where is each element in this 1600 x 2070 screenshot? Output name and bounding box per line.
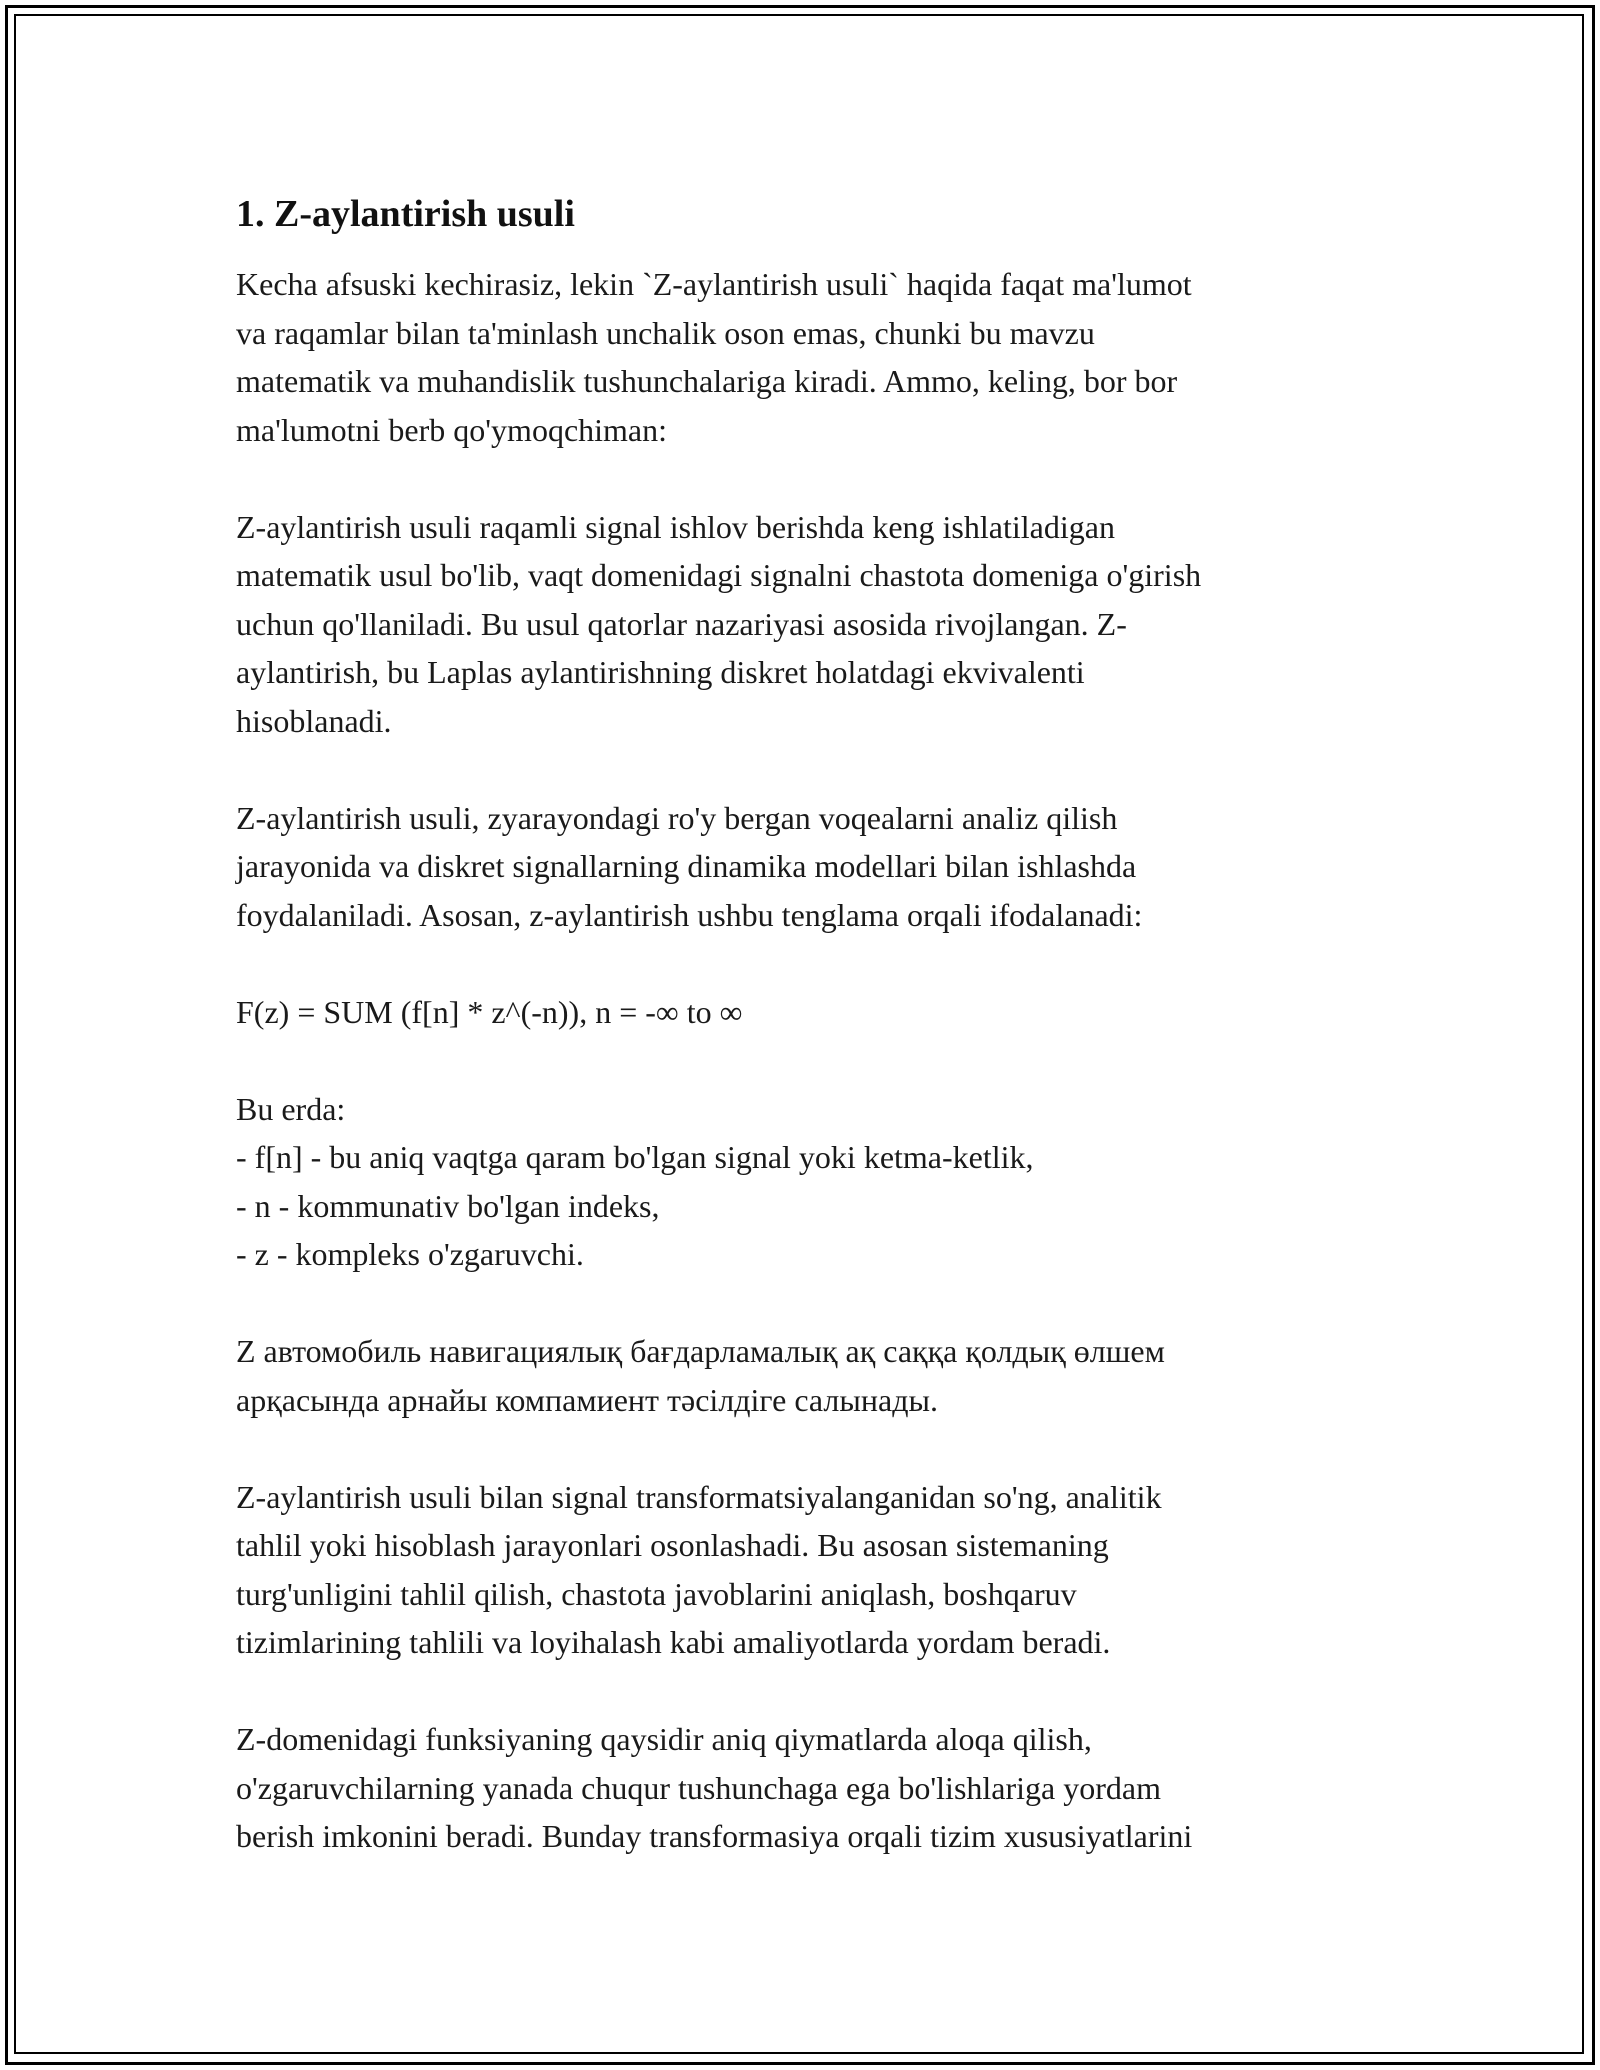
paragraph-intro: Kecha afsuski kechirasiz, lekin `Z-aylantirish usuli` haqida faqat ma'lumot va raqamlar bilan ta'minlash unchalik oson emas, chunki bu mavzu matematik va muhandislik tushunchalariga kiradi. Ammo, keling, bor bor ma'lumotni berb qo'ymoqchiman: [236,266,1192,448]
paragraph-usage: Z-aylantirish usuli, zyarayondagi ro'y bergan voqealarni analiz qilish jarayonida va diskret signallarning dinamika modellari bilan ishlashda foydalaniladi. Asosan, z-aylantirish ushbu tenglama orqali ifodalanadi: [236,799,1143,933]
paragraph-kazakh: Z автомобиль навигациялық бағдарламалық ақ саққа қолдық өлшем арқасында арнайы компамиент тәсілдіге салынады. [236,1333,1165,1418]
formula: F(z) = SUM (f[n] * z^(-n)), n = -∞ to ∞ [236,993,743,1030]
document-body [236,186,1356,1909]
paragraph-definition: Z-aylantirish usuli raqamli signal ishlov berishda keng ishlatiladigan matematik usul bo'lib, vaqt domenidagi signalni chastota domeniga o'girish uchun qo'llaniladi. Bu usul qatorlar nazariyasi asosida rivojlangan. Z- aylantirish, bu Laplas aylantirishning diskret holatdagi ekvivalenti hisoblanadi. [236,508,1202,739]
paragraph-variables: Bu erda: - f[n] - bu aniq vaqtga qaram bo'lgan signal yoki ketma-ketlik, - n - kommunativ bo'lgan indeks, - z - kompleks o'zgaruvchi. [236,1090,1034,1272]
document-title: 1. Z-aylantirish usuli [236,193,575,235]
paragraph-analysis: Z-aylantirish usuli bilan signal transformatsiyalanganidan so'ng, analitik tahlil yoki hisoblash jarayonlari osonlashadi. Bu asosan sistemaning turg'unligini tahlil qilish, chastota javoblarini aniqlash, boshqaruv tizimlarining tahlili va loyihalash kabi amaliyotlarda yordam beradi. [236,1478,1162,1660]
paragraph-z-domain: Z-domenidagi funksiyaning qaysidir aniq qiymatlarda aloqa qilish, o'zgaruvchilarning yanada chuqur tushunchaga ega bo'lishlariga yordam berish imkonini beradi. Bunday transformasiya orqali tizim xususiyatlarini [236,1721,1193,1854]
